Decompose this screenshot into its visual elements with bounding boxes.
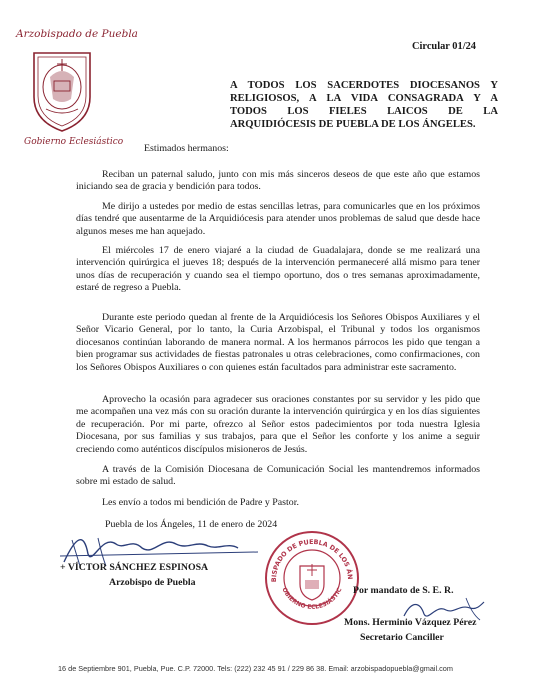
body-paragraph: Me dirijo a ustedes por medio de estas sencillas letras, para comunicarles que en los próximos días tendré que ausentarme de la Arquidiócesis para atender unos problemas de salud que desde hace algunos meses me han aquejado. <box>76 201 480 237</box>
recipients-line: ARQUIDIÓCESIS DE PUEBLA DE LOS ÁNGELES. <box>230 119 476 130</box>
seal-ring-top: BISPADO DE PUEBLA DE LOS ÁN <box>269 537 355 583</box>
org-name-bottom: Gobierno Eclesiástico <box>24 137 124 147</box>
recipients-line: RELIGIOSOS, A LA VIDA CONSAGRADA Y A <box>230 93 498 104</box>
body-paragraph: A través de la Comisión Diocesana de Comunicación Social les mantendremos informados sobre mi estado de salud. <box>76 464 480 488</box>
footer-contact: 16 de Septiembre 901, Puebla, Pue. C.P. 72000. Tels: (222) 232 45 91 / 229 86 38. Email: arzobispadopuebla@gmail.com <box>58 664 453 673</box>
official-seal-stamp <box>262 528 362 628</box>
coat-of-arms-logo <box>28 47 96 135</box>
chancellor-name: Mons. Herminio Vázquez Pérez <box>344 617 477 628</box>
archbishop-title: Arzobispo de Puebla <box>109 577 196 588</box>
circular-number: Circular 01/24 <box>412 41 476 52</box>
recipients-line: A TODOS LOS SACERDOTES DIOCESANOS Y <box>230 80 498 91</box>
recipients-line: TODOS LOS FIELES LAICOS DE LA <box>230 106 498 117</box>
seal-ring-bottom: OBIERNO ECLESIÁSTIC <box>280 586 344 611</box>
recipients-heading <box>230 79 498 131</box>
date-line: Puebla de los Ángeles, 11 de enero de 2024 <box>105 519 278 530</box>
body-paragraph: El miércoles 17 de enero viajaré a la ciudad de Guadalajara, donde se me realizará una intervención quirúrgica el jueves 18; después de la intervención permaneceré allá mismo para tener unos días de recuperación y cuando sea el tiempo oportuno, dos o tres semanas aproximadamente, estaré de regreso a Puebla. <box>76 245 480 294</box>
body-paragraph: Aprovecho la ocasión para agradecer sus oraciones constantes por su servidor y les pido que me acompañen una vez más con su oración durante la intervención quirúrgica y en los días siguientes de recuperación. Por mi parte, ofrezco al Señor estos padecimientos por toda nuestra Iglesia Diocesana, por sus familias y sus trabajos, para que el Señor les conforte y los anime a seguir creciendo como auténticos discípulos misioneros de Jesús. <box>76 394 480 455</box>
body-paragraph: Reciban un paternal saludo, junto con mis más sinceros deseos de que este año que estamos iniciando sea de gracia y bendición para todos. <box>76 169 480 193</box>
body-paragraph: Les envío a todos mi bendición de Padre y Pastor. <box>102 497 299 508</box>
svg-text:ARZOBISPADO DE PUEBLA DE LOS Á <box>262 528 354 582</box>
org-name-top: Arzobispado de Puebla <box>16 28 138 40</box>
salutation: Estimados hermanos: <box>144 143 229 154</box>
archbishop-name: + VÍCTOR SÁNCHEZ ESPINOSA <box>60 562 209 573</box>
chancellor-title: Secretario Canciller <box>360 632 444 643</box>
mandate-line: Por mandato de S. E. R. <box>353 585 454 596</box>
body-paragraph: Durante este periodo quedan al frente de la Arquidiócesis los Señores Obispos Auxiliares y el Señor Vicario General, por lo tanto, la Curia Arzobispal, el Tribunal y todos los organismos diocesanos continúan laborando de manera normal. A los hermanos párrocos les pido que tengan a bien programar sus actividades de fiestas patronales u otras celebraciones, como confirmaciones, con los Señores Obispos Auxiliares o con quienes están facultados para administrar este sacramento. <box>76 312 480 373</box>
